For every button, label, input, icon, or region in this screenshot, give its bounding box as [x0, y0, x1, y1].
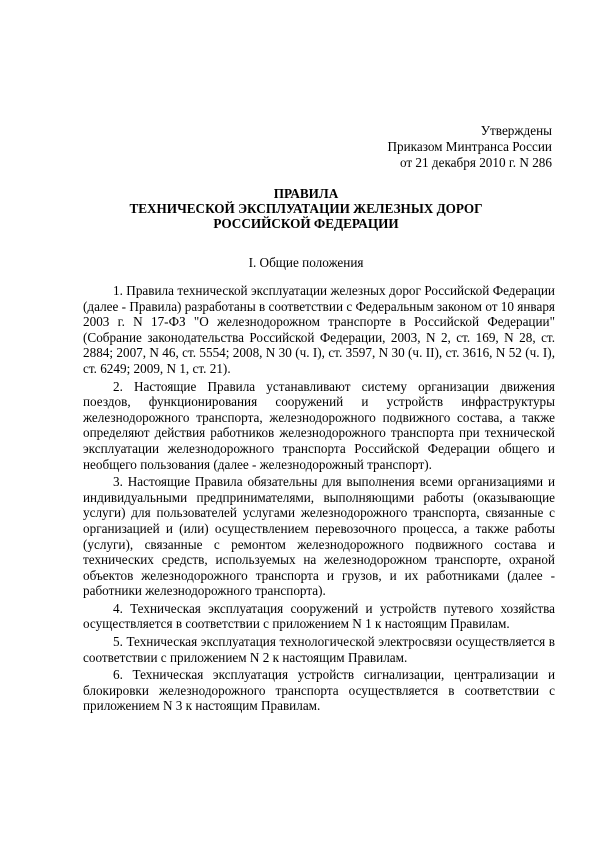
- approval-line-approved: Утверждены: [480, 123, 552, 138]
- document-body: [83, 283, 555, 716]
- title-line-2: ТЕХНИЧЕСКОЙ ЭКСПЛУАТАЦИИ ЖЕЛЕЗНЫХ ДОРОГ: [129, 201, 483, 216]
- paragraph-2: 2. Настоящие Правила устанавливают систему организации движения поездов, функционирования сооружений и устройств инфраструктуры железнодорожного транспорта, железнодорожного подвижного состава, а также определяют действия работников железнодорожного транспорта при технической эксплуатации железнодорожного транспорта Российской Федерации общего и необщего пользования (далее - железнодорожный транспорт).: [83, 378, 555, 472]
- title-line-3: РОССИЙСКОЙ ФЕДЕРАЦИИ: [213, 216, 399, 231]
- approval-line-date: от 21 декабря 2010 г. N 286: [399, 155, 552, 170]
- paragraph-6: 6. Техническая эксплуатация устройств сигнализации, централизации и блокировки железнодорожного транспорта осуществляется в соответствии с приложением N 3 к настоящим Правилам.: [83, 667, 555, 714]
- paragraph-5: 5. Техническая эксплуатация технологической электросвязи осуществляется в соответствии с приложением N 2 к настоящим Правилам.: [83, 634, 555, 665]
- paragraph-4: 4. Техническая эксплуатация сооружений и устройств путевого хозяйства осуществляется в соответствии с приложением N 1 к настоящим Правилам.: [83, 600, 555, 632]
- paragraph-1: 1. Правила технической эксплуатации железных дорог Российской Федерации (далее - Правила) разработаны в соответствии с Федеральным законом от 10 января 2003 г. N 17-ФЗ "О железнодорожном транспорте в Российской Федерации" (Собрание законодательства Российской Федерации, 2003, N 2, ст. 169, N 28, ст. 2884; 2007, N 46, ст. 5554; 2008, N 30 (ч. I), ст. 3597, N 30 (ч. II), ст. 3616, N 52 (ч. I), ст. 6249; 2009, N 1, ст. 21).: [83, 283, 555, 376]
- approval-line-order: Приказом Минтранса России: [387, 139, 552, 154]
- paragraph-3: 3. Настоящие Правила обязательны для выполнения всеми организациями и индивидуальными предпринимателями, выполняющими работы (оказывающие услуги) для пользователей услугами железнодорожного транспорта, связанные с организацией и (или) осуществлением перевозочного процесса, а также работы (услуги), связанные с ремонтом железнодорожного подвижного состава и технических средств, используемых на железнодорожном транспорте, охраной объектов железнодорожного транспорта и грузов, и их работниками (далее - работники железнодорожного транспорта).: [83, 474, 555, 599]
- section-heading: I. Общие положения: [248, 255, 364, 270]
- title-line-1: ПРАВИЛА: [273, 186, 339, 201]
- document-title: [60, 186, 552, 231]
- approval-block: [387, 123, 552, 171]
